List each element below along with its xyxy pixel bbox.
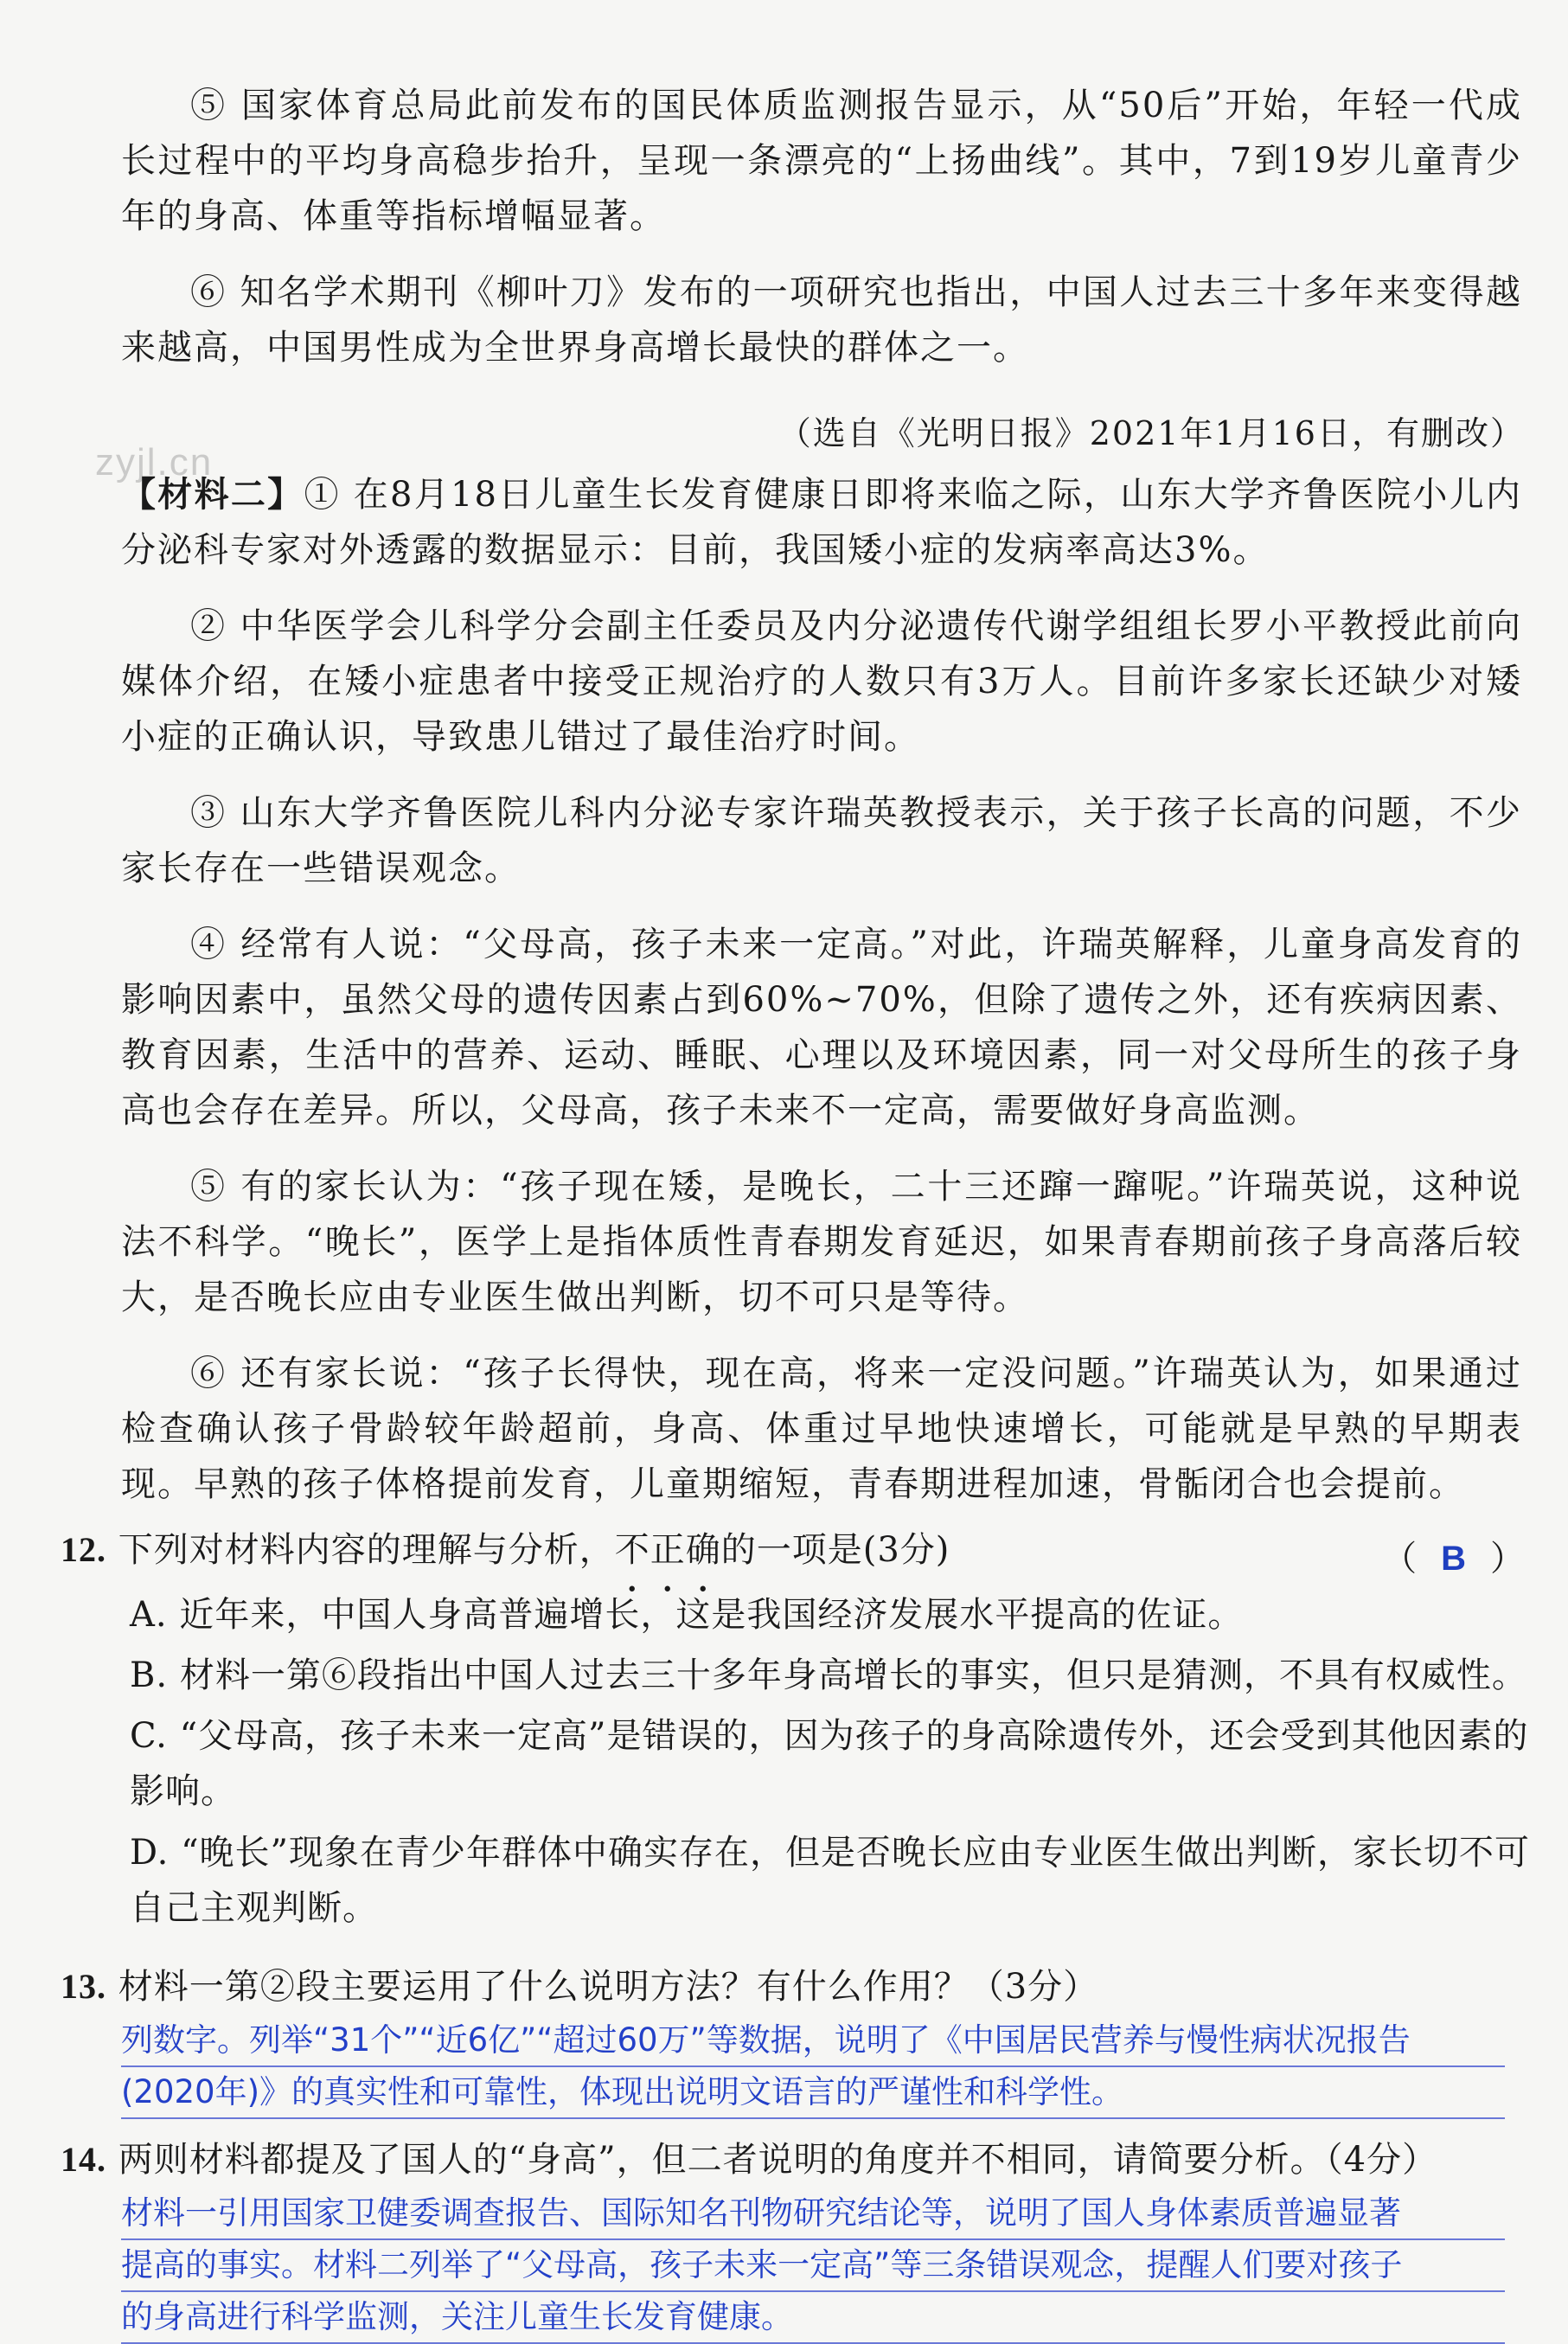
question-13-number: 13. <box>61 1967 106 2006</box>
material2-paragraph-4: ④ 经常有人说：“父母高，孩子未来一定高。”对此，许瑞英解释，儿童身高发育的影响因素中，虽然父母的遗传因素占到60%~70%，但除了遗传之外，还有疾病因素、教育因素，生活中的营养、运动、睡眠、心理以及环境因素，同一对父母所生的孩子身高也会存在差异。所以，父母高，孩子未来不一定高，需要做好身高监测。 <box>121 925 1522 1130</box>
question-12-option-d: D. “晚长”现象在青少年群体中确实存在，但是否晚长应由专业医生做出判断，家长切不可自己主观判断。 <box>130 1833 1530 1928</box>
watermark: zyjl.cn <box>95 441 214 484</box>
answer-line: 材料一引用国家卫健委调查报告、国际知名刊物研究结论等，说明了国人身体素质普遍显著 <box>121 2188 1505 2240</box>
question-13-stem: 13. 材料一第②段主要运用了什么说明方法？有什么作用？（3分） <box>61 1967 1099 2007</box>
question-12-option-b: B. 材料一第⑥段指出中国人过去三十多年身高增长的事实，但只是猜测，不具有权威性。 <box>130 1656 1527 1695</box>
material2-paragraph-6: ⑥ 还有家长说：“孩子长得快，现在高，将来一定没问题。”许瑞英认为，如果通过检查确认孩子骨龄较年龄超前，身高、体重过早地快速增长，可能就是早熟的早期表现。早熟的孩子体格提前发育，儿童期缩短，青春期进程加速，骨骺闭合也会提前。 <box>121 1354 1522 1504</box>
material2-paragraph-5: ⑤ 有的家长认为：“孩子现在矮，是晚长，二十三还蹿一蹿呢。”许瑞英说，这种说法不科学。“晚长”，医学上是指体质性青春期发育延迟，如果青春期前孩子身高落后较大，是否晚长应由专业医生做出判断，切不可只是等待。 <box>121 1167 1522 1317</box>
question-13-handwritten-answer <box>121 2015 1505 2119</box>
question-12-option-a: A. 近年来，中国人身高普遍增长，这是我国经济发展水平提高的佐证。 <box>130 1595 1244 1635</box>
question-12-option-c: C. “父母高，孩子未来一定高”是错误的，因为孩子的身高除遗传外，还会受到其他因素的影响。 <box>130 1716 1529 1811</box>
question-12-answer: B <box>1441 1540 1466 1578</box>
source-citation: （选自《光明日报》2021年1月16日，有删改） <box>778 414 1525 452</box>
material1-tail <box>121 78 1522 375</box>
question-12-answer-bracket: （ B ） <box>1382 1539 1525 1579</box>
material2-paragraph-1: 【材料二】① 在8月18日儿童生长发育健康日即将来临之际，山东大学齐鲁医院小儿内分泌科专家对外透露的数据显示：目前，我国矮小症的发病率高达3%。 <box>121 474 1523 570</box>
question-12-stem: 12. 下列对材料内容的理解与分析，不正确的一项是(3分) <box>61 1530 950 1570</box>
material2-paragraph-2: ② 中华医学会儿科学分会副主任委员及内分泌遗传代谢学组组长罗小平教授此前向媒体介绍，在矮小症患者中接受正规治疗的人数只有3万人。目前许多家长还缺少对矮小症的正确认识，导致患儿错过了最佳治疗时间。 <box>121 606 1522 757</box>
answer-line: 提高的事实。材料二列举了“父母高，孩子未来一定高”等三条错误观念，提醒人们要对孩子 <box>121 2240 1505 2292</box>
question-14-number: 14. <box>61 2140 106 2179</box>
material2-label: 【材料二】 <box>121 474 304 515</box>
answer-line: 的身高进行科学监测，关注儿童生长发育健康。 <box>121 2292 1505 2344</box>
question-12-number: 12. <box>61 1530 106 1569</box>
material2-paragraph-3: ③ 山东大学齐鲁医院儿科内分泌专家许瑞英教授表示，关于孩子长高的问题，不少家长存在一些错误观念。 <box>121 793 1522 888</box>
question-14-handwritten-answer <box>121 2188 1505 2344</box>
material1-paragraph-5: ⑤ 国家体育总局此前发布的国民体质监测报告显示，从“50后”开始，年轻一代成长过程中的平均身高稳步抬升，呈现一条漂亮的“上扬曲线”。其中，7到19岁儿童青少年的身高、体重等指标增幅显著。 <box>121 86 1522 236</box>
question-14-stem: 14. 两则材料都提及了国人的“身高”，但二者说明的角度并不相同，请简要分析。（4分） <box>61 2140 1438 2180</box>
material2 <box>121 467 1522 1512</box>
answer-line: 列数字。列举“31个”“近6亿”“超过60万”等数据，说明了《中国居民营养与慢性病状况报告 <box>121 2015 1505 2067</box>
answer-line: (2020年)》的真实性和可靠性，体现出说明文语言的严谨性和科学性。 <box>121 2067 1505 2119</box>
material1-paragraph-6: ⑥ 知名学术期刊《柳叶刀》发布的一项研究也指出，中国人过去三十多年来变得越来越高，中国男性成为全世界身高增长最快的群体之一。 <box>121 272 1522 368</box>
